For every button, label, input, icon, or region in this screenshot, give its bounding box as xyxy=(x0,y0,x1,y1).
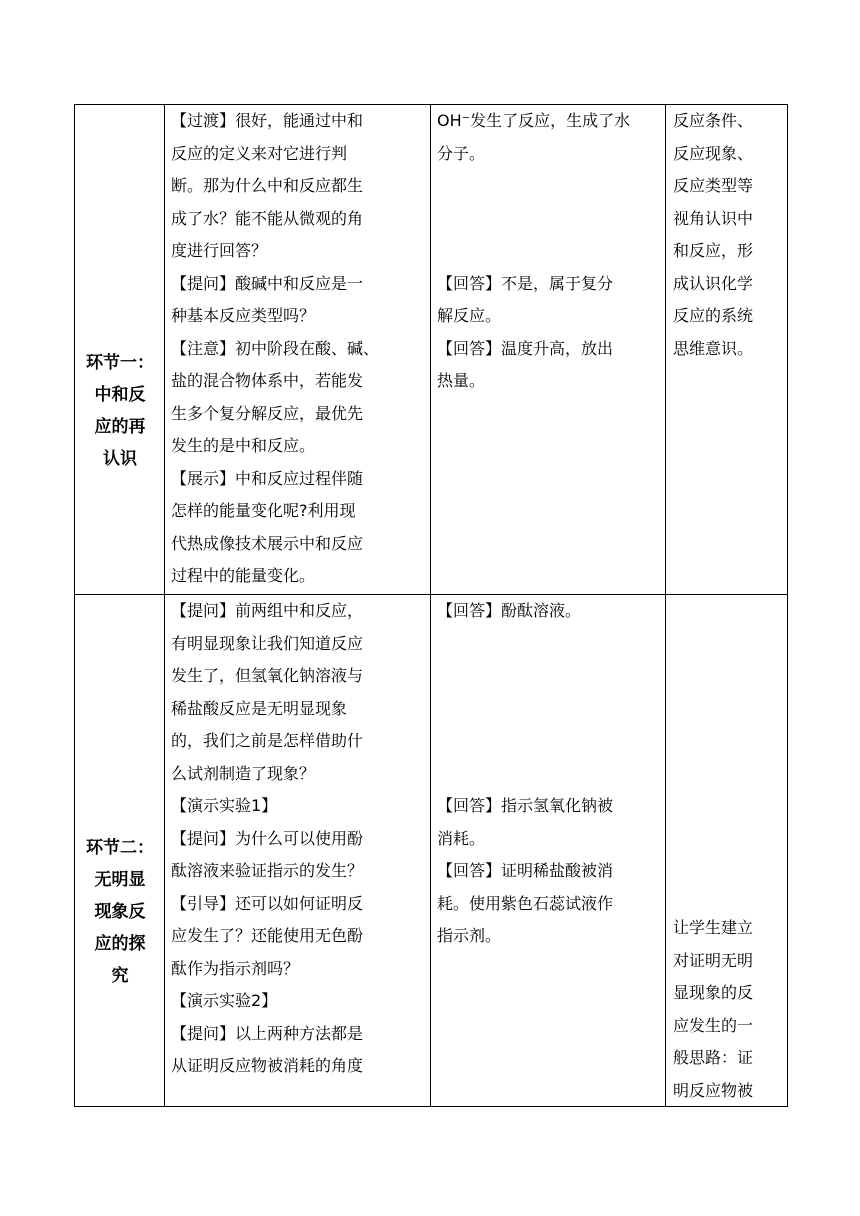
blank-line xyxy=(437,170,663,203)
text-line: 【提问】以上两种方法都是 xyxy=(171,1023,364,1043)
text-line: 【提问】酸碱中和反应是一 xyxy=(171,273,364,293)
text-line: 酞作为指示剂吗？ xyxy=(171,958,300,978)
stage-2-line: 究 xyxy=(111,966,129,986)
lesson-plan-table xyxy=(74,104,788,1107)
text-line: 反应的定义来对它进行判 xyxy=(171,143,348,163)
text-line: 反应类型等 xyxy=(673,176,754,195)
text-line: 和反应，形 xyxy=(673,241,754,260)
text-line: 热量。 xyxy=(437,371,486,390)
text-line: 反应现象、 xyxy=(673,143,754,163)
text-line: 【提问】前两组中和反应， xyxy=(171,601,364,620)
blank-line xyxy=(437,628,663,661)
stage-2-line: 无明显 xyxy=(94,870,146,890)
text-line: 应发生的一 xyxy=(673,1015,754,1035)
stage-2-line: 现象反 xyxy=(94,902,146,922)
text-line: 【演示实验2】 xyxy=(171,991,278,1010)
text-line: 般思路：证 xyxy=(673,1048,754,1067)
stage-cell-1 xyxy=(75,347,165,475)
text-line: 【回答】酚酞溶液。 xyxy=(437,601,582,620)
text-line: 断。那为什么中和反应都生 xyxy=(171,176,364,195)
stage-1-line: 中和反 xyxy=(94,385,146,405)
design-intent-cell-1 xyxy=(673,105,785,365)
text-line: 显现象的反 xyxy=(673,983,754,1002)
column-divider xyxy=(665,105,666,1106)
text-line: 耗。使用紫色石蕊试液作 xyxy=(437,893,614,913)
text-line: 种基本反应类型吗？ xyxy=(171,306,316,325)
text-line: 成认识化学 xyxy=(673,273,754,293)
column-divider xyxy=(430,105,431,1106)
text-line: 让学生建立 xyxy=(673,918,754,937)
text-line: 对证明无明 xyxy=(673,950,754,970)
text-line: 视角认识中 xyxy=(673,208,754,228)
stage-2-line: 应的探 xyxy=(94,934,146,954)
text-line: 成了水？能不能从微观的角 xyxy=(171,208,364,228)
text-line: 盐的混合物体系中，若能发 xyxy=(171,371,364,390)
text-line: 【回答】温度升高，放出 xyxy=(437,338,614,358)
text-line: 解反应。 xyxy=(437,306,502,325)
blank-line xyxy=(437,235,663,268)
student-activity-cell-2 xyxy=(437,595,663,953)
text-line: 怎样的能量变化呢?利用现 xyxy=(171,501,356,520)
blank-line xyxy=(437,758,663,791)
stage-1-line: 环节一： xyxy=(86,353,154,373)
text-line: 发生了，但氢氧化钠溶液与 xyxy=(171,666,364,685)
text-line: 【展示】中和反应过程伴随 xyxy=(171,468,364,488)
stage-1-line: 认识 xyxy=(103,449,137,469)
text-line: 【过渡】很好，能通过中和 xyxy=(171,111,364,130)
text-line: 【引导】还可以如何证明反 xyxy=(171,893,364,913)
teacher-activity-cell-2 xyxy=(171,595,421,1083)
text-line: 应发生了？还能使用无色酚 xyxy=(171,926,364,945)
text-line: 发生的是中和反应。 xyxy=(171,436,316,455)
stage-1-line: 应的再 xyxy=(94,417,146,437)
text-line: 反应的系统 xyxy=(673,306,754,325)
student-activity-cell-1 xyxy=(437,105,663,398)
text-line: 思维意识。 xyxy=(673,338,754,358)
blank-line xyxy=(437,693,663,726)
stage-2-line: 环节二： xyxy=(86,838,154,858)
blank-line xyxy=(437,660,663,693)
text-line: 从证明反应物被消耗的角度 xyxy=(171,1056,364,1075)
text-line: 【注意】初中阶段在酸、碱、 xyxy=(171,338,380,358)
text-line: 稀盐酸反应是无明显现象 xyxy=(171,698,348,718)
text-line: 度进行回答？ xyxy=(171,241,268,260)
text-line: 【回答】证明稀盐酸被消 xyxy=(437,861,614,880)
text-line: 指示剂。 xyxy=(437,926,502,945)
teacher-activity-cell-1 xyxy=(171,105,421,593)
text-line: 有明显现象让我们知道反应 xyxy=(171,633,364,653)
text-line: 消耗。 xyxy=(437,828,486,848)
text-line: 的，我们之前是怎样借助什 xyxy=(171,731,364,750)
text-line: 反应条件、 xyxy=(673,111,754,130)
text-line: 生多个复分解反应，最优先 xyxy=(171,403,364,423)
text-line: 明反应物被 xyxy=(673,1080,754,1100)
design-intent-cell-2 xyxy=(673,912,785,1107)
blank-line xyxy=(437,203,663,236)
text-line: 么试剂制造了现象？ xyxy=(171,763,316,783)
text-line: 【回答】不是，属于复分 xyxy=(437,273,614,293)
stage-cell-2 xyxy=(75,832,165,992)
text-line: 【演示实验1】 xyxy=(171,796,278,815)
text-line: OH⁻发生了反应，生成了水 xyxy=(437,111,631,130)
text-line: 酞溶液来验证指示的发生？ xyxy=(171,861,364,880)
text-line: 过程中的能量变化。 xyxy=(171,566,316,585)
text-line: 【回答】指示氢氧化钠被 xyxy=(437,796,614,815)
text-line: 代热成像技术展示中和反应 xyxy=(171,533,364,553)
text-line: 【提问】为什么可以使用酚 xyxy=(171,828,364,848)
text-line: 分子。 xyxy=(437,143,486,163)
blank-line xyxy=(437,725,663,758)
